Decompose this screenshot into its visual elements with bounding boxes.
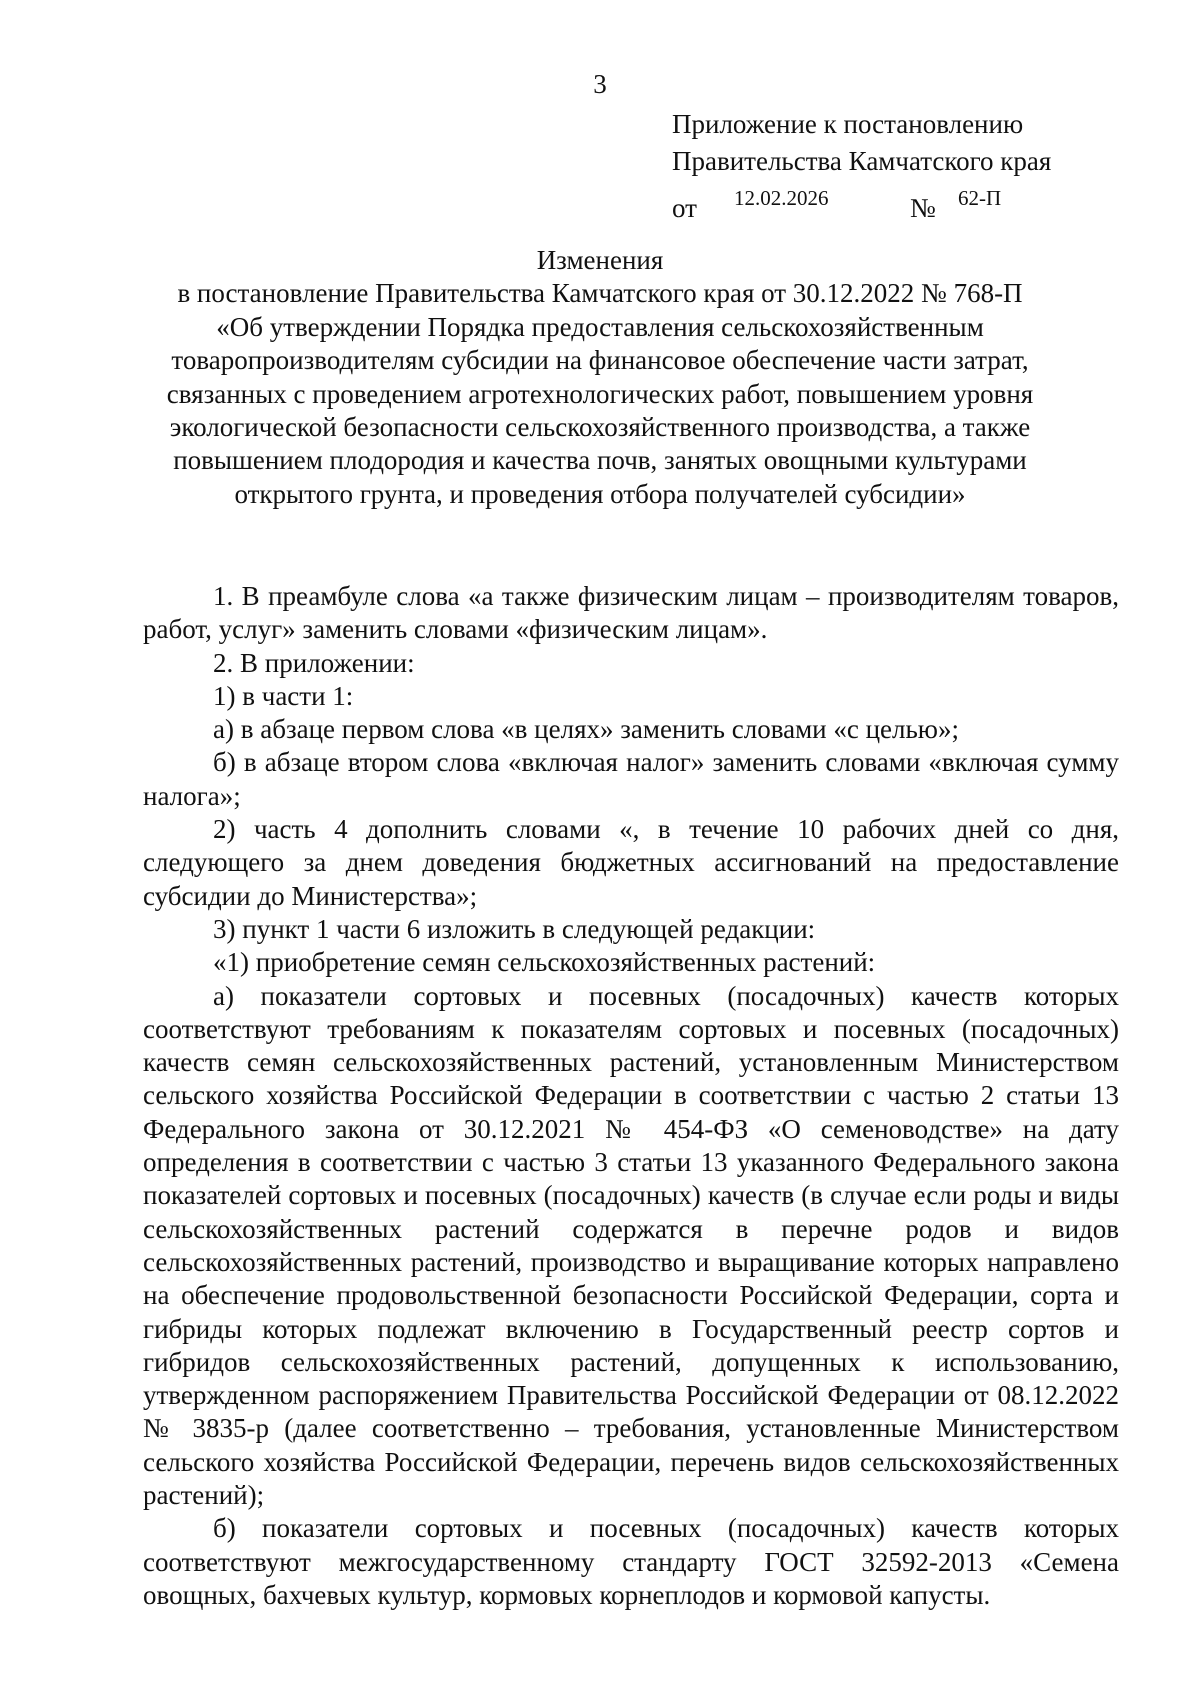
paragraph: б) в абзаце втором слова «включая налог» заменить словами «включая сумму налога»; <box>143 747 1119 811</box>
paragraph: 1. В преамбуле слова «а также физическим лицам – производителям товаров, работ, услуг» заменить словами «физическим лицам». <box>143 581 1119 645</box>
paragraph: «1) приобретение семян сельскохозяйственных растений: <box>213 947 876 978</box>
appendix-meta <box>672 180 1092 223</box>
title-line: связанных с проведением агротехнологических работ, повышением уровня <box>166 378 1034 409</box>
resolution-number: 62-П <box>958 186 1002 210</box>
appendix-line-1: Приложение к постановлению <box>672 109 1024 139</box>
title-line: открытого грунта, и проведения отбора получателей субсидии» <box>234 478 966 509</box>
from-label: от <box>672 193 697 223</box>
appendix-block <box>672 106 1092 223</box>
paragraph: 1) в части 1: <box>213 680 354 711</box>
number-label: № <box>910 193 936 223</box>
document-title <box>140 244 1060 511</box>
paragraph: 2. В приложении: <box>213 647 415 678</box>
title-line: повышением плодородия и качества почв, занятых овощными культурами <box>173 445 1027 476</box>
paragraph: 2) часть 4 дополнить словами «, в течение 10 рабочих дней со дня, следующего за днем доведения бюджетных ассигнований на предоставление субсидии до Министерства»; <box>143 814 1119 911</box>
title-line: экологической безопасности сельскохозяйственного производства, а также <box>169 412 1031 443</box>
appendix-line-2: Правительства Камчатского края <box>672 146 1052 176</box>
document-body <box>143 580 1119 1612</box>
title-heading: Изменения <box>536 245 664 275</box>
paragraph: 3) пункт 1 части 6 изложить в следующей редакции: <box>213 913 816 944</box>
title-line: товаропроизводителям субсидии на финансовое обеспечение части затрат, <box>171 345 1029 376</box>
paragraph: а) показатели сортовых и посевных (посадочных) качеств которых соответствуют требованиям к показателям сортовых и посевных (посадочных) качеств семян сельскохозяйственных растений, установленным Министерством сельского хозяйства Российской Федерации в соответствии с частью 2 статьи 13 Федерального закона от 30.12.2021 № 454-ФЗ «О семеноводстве» на дату определения в соответствии с частью 3 статьи 13 указанного Федерального закона показателей сортовых и посевных (посадочных) качеств (в случае если роды и виды сельскохозяйственных растений содержатся в перечне родов и видов сельскохозяйственных растений, производство и выращивание которых направлено на обеспечение продовольственной безопасности Российской Федерации, сорта и гибриды которых подлежат включению в Государственный реестр сортов и гибридов сельскохозяйственных растений, допущенных к использованию, утвержденном распоряжением Правительства Российской Федерации от 08.12.2022 № 3835-р (далее соответственно – требования, установленные Министерством сельского хозяйства Российской Федерации, перечень видов сельскохозяйственных растений); <box>143 980 1119 1511</box>
resolution-date: 12.02.2026 <box>734 186 829 210</box>
paragraph: а) в абзаце первом слова «в целях» заменить словами «с целью»; <box>213 714 959 745</box>
page-number: 3 <box>593 69 607 99</box>
title-line: в постановление Правительства Камчатского края от 30.12.2022 № 768-П <box>177 278 1023 309</box>
paragraph: б) показатели сортовых и посевных (посадочных) качеств которых соответствуют межгосударственному стандарту ГОСТ 32592-2013 «Семена овощных, бахчевых культур, кормовых корнеплодов и кормовой капусты. <box>143 1513 1119 1610</box>
title-line: «Об утверждении Порядка предоставления сельскохозяйственным <box>216 311 984 342</box>
